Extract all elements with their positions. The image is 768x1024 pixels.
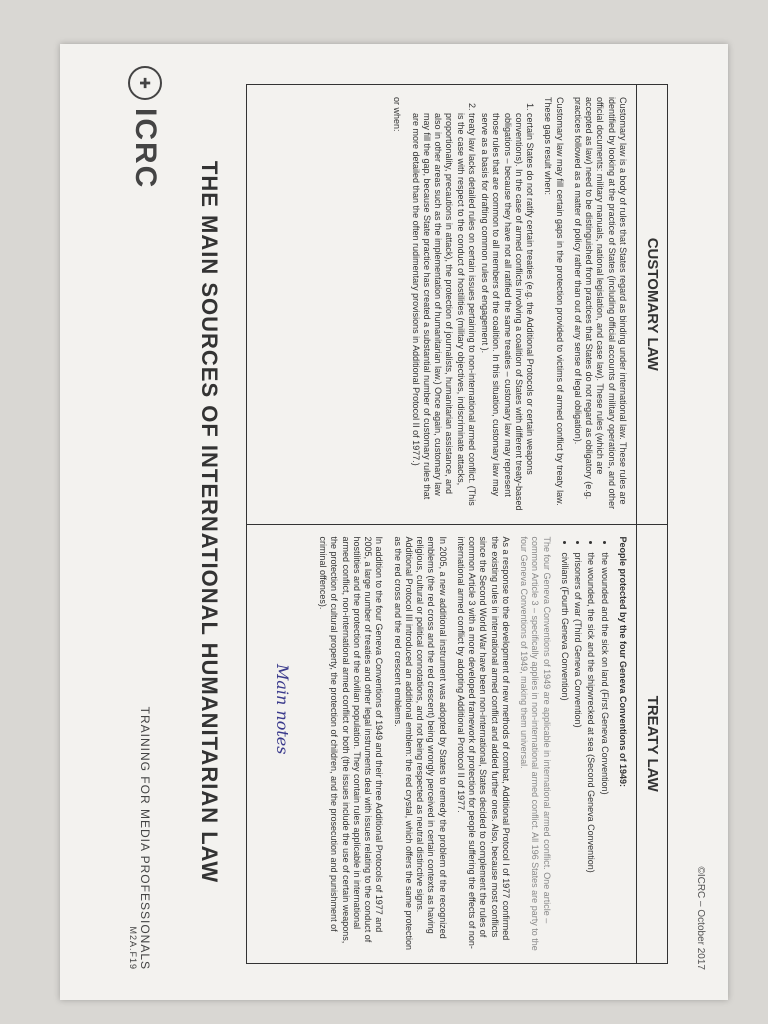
treaty-bullet-1: • the wounded and the sick on land (First Geneva Convention) (599, 553, 610, 952)
handwritten-note: Main notes (273, 664, 292, 755)
page-title: THE MAIN SOURCES OF INTERNATIONAL HUMANITARIAN LAW (197, 160, 222, 884)
red-cross-emblem-icon: ✚ (128, 66, 162, 100)
treaty-law-column (247, 525, 667, 964)
sources-table (246, 84, 668, 964)
customary-item-1: 1. certain States do not ratify certain treaties (e.g. the Additional Protocols or certain weapons conventions). In the case of armed conflicts involving a coalition of States with different treaty-based obligations – because they have not all ratified the same treaties – customary law may represent those rules that are common to all members of the coalition. In this situation, customary law may serve as a basis for drafting common rules of engagement ). (479, 113, 535, 512)
treaty-intro: People protected by the four Geneva Conventions of 1949: (618, 536, 628, 788)
customary-item-2: 2. treaty law lacks detailed rules on certain issues pertaining to non-international armed conflict. (This is the case with respect to the conduct of hostilities (military objectives, indiscriminate attacks, proportionality, precautions in attack), the protection of journalists, humanitarian assistance, and also in other areas such as the implementation of humanitarian law.) Once again, customary law may fill the gap, because State practice has created a substantial number of customary rules that are more detailed than the often rudimentary provisions in Additional Protocol II of 1977.) (410, 113, 478, 512)
treaty-law-heading: TREATY LAW (636, 525, 667, 964)
customary-para-2: Customary law may fill certain gaps in the protection provided to victims of armed conflict by treaty law. These gaps result when: (543, 97, 565, 506)
customary-law-column (247, 85, 667, 525)
document-page (60, 44, 728, 1000)
treaty-para-1: The four Geneva Conventions of 1949 are applicable in international armed conflict. One article – common Article 3 – specifically applies in non-international armed conflict. All 196 States are party to the four Geneva Conventions of 1949, making them universal. (519, 536, 552, 951)
training-label: TRAINING FOR MEDIA PROFESSIONALS (138, 706, 152, 970)
customary-or-when: or when: (392, 97, 403, 132)
module-code: M2A.F19 (128, 926, 138, 970)
treaty-bullet-4: • civilians (Fourth Geneva Convention) (559, 553, 570, 952)
treaty-para-4: In addition to the four Geneva Conventions of 1949 and their three Additional Protocols of 1977 and 2005, a large number of treaties and other legal instruments deal with issues relating to the conduct of hostilities and the protection of the civilian population. They contain rules applicable in international armed conflict, non-international armed conflict or both (the issues include the use of certain weapons, the protection of cultural property, the protection of children, and the prosecution and punishment of criminal offences). (318, 536, 385, 944)
rotated-content (60, 44, 728, 1000)
treaty-law-body (302, 525, 636, 964)
treaty-bullet-3: • prisoners of war (Third Geneva Convention) (572, 553, 583, 952)
training-header (128, 707, 152, 970)
treaty-para-3: In 2005, a new additional instrument was adopted by States to remedy the problem of the recognized emblems (the red cross and the red crescent) being wrongly perceived in certain contexts as having religious, cultural or political connotations, and not being respected as neutral distinctive signs. Additional Protocol III introduced an additional emblem: the red crystal, which offers the same protection as the red cross and the red crescent emblems. (392, 536, 448, 951)
treaty-para-2: As a response to the development of new methods of combat, Additional Protocol I of 1977 confirmed the existing rules in international armed conflict and added further ones. Also, because most conflicts since the Second World War have been non-international, States decided to complement the rules of common Article 3 with a more developed framework of protection for people suffering the effects of non-international armed conflict by adopting Additional Protocol II of 1977. (456, 536, 511, 949)
icrc-logo (128, 66, 162, 189)
customary-law-heading: CUSTOMARY LAW (636, 85, 667, 524)
treaty-bullet-2: • the wounded, the sick and the shipwrecked at sea (Second Geneva Convention) (585, 553, 596, 952)
copyright-footer: ©ICRC – October 2017 (695, 866, 706, 970)
organization-name: ICRC (129, 108, 162, 190)
customary-law-body (376, 85, 636, 524)
customary-para-1: Customary law is a body of rules that States regard as binding under international law. These rules are identified by looking at the practice of States (including official accounts of military operations, and other official documents: military manuals, national legislation, and case law). These rules (which are accepted as law) need to be distinguished from practices that States do not regard as obligatory (e.g. practices followed as a matter of policy rather than out of any sense of legal obligation). (573, 97, 628, 510)
